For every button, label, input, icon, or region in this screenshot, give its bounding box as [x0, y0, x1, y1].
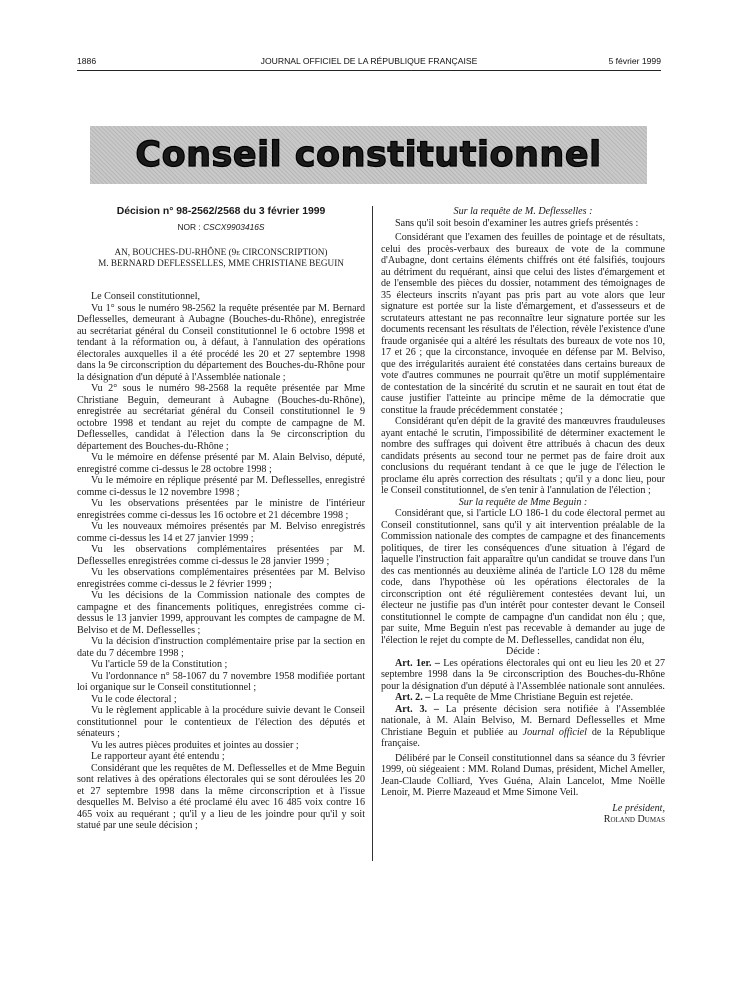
paragraph: Vu les décisions de la Commission nationale des comptes de campagne et des financements politiques, enregistrées comme ci-dessus le 13 janvier 1999, approuvant les comptes de campagne de M. Belviso et de M. Deflesselles ; [77, 590, 365, 636]
article-2-label: Art. 2. – [395, 692, 431, 703]
article-1 [381, 658, 665, 693]
paragraph: Considérant qu'en dépit de la gravité des manœuvres frauduleuses ayant entaché le scrutin, l'impossibilité de déterminer exactement le nombre des suffrages qui doivent être attribués à chacun des deux candidats présents au second tour ne permet pas de faire droit aux conclusions du requérant tendant à ce que le juge de l'élection le proclame élu après correction des résultats ; qu'il y a donc lieu, pour le Conseil constitutionnel, de s'en tenir à l'annulation de l'élection ; [381, 416, 665, 496]
section-banner [90, 126, 647, 184]
page-number: 1886 [77, 56, 97, 66]
paragraph: Vu les observations présentées par le ministre de l'intérieur enregistrées comme ci-dessus les 16 octobre et 21 décembre 1998 ; [77, 498, 365, 521]
nor-code: CSCX9903416S [203, 221, 265, 232]
right-column [381, 206, 665, 826]
paragraph: Considérant que l'examen des feuilles de pointage et de résultats, celui des procès-verbaux des bureaux de vote de la commune d'Aubagne, dont certains éléments chiffrés ont été falsifiés, toujours au détriment du requérant, ainsi que celui des listes d'émargement et de l'ensemble des pièces du dossier, notamment des témoignages de 35 électeurs inscrits n'ayant pas pris part au vote alors que leur signature est portée sur la liste d'émargement, et d'assesseurs et de scrutateurs attestant ne pas reconnaître leur signature portée sur les documents recensant les résultats de l'élection, révèle l'existence d'une fraude organisée qui a altéré les résultats des bureaux de vote nos 10, 17 et 26 ; que la circonstance, invoquée en défense par M. Belviso, que des irrégularités auraient été constatées dans certains bureaux de vote d'autres communes ne pourrait qu'être un motif supplémentaire de contestation de la sincérité du scrutin et ne saurait en tout état de cause justifier l'atteinte au principe même de la démocratie que constitue la fraude précédemment constatée ; [381, 232, 665, 416]
article-2-text: La requête de Mme Christiane Beguin est rejetée. [432, 692, 633, 703]
paragraph: Le rapporteur ayant été entendu ; [91, 751, 225, 762]
article-1-label: Art. 1er. – [395, 657, 440, 669]
journal-title: JOURNAL OFFICIEL DE LA RÉPUBLIQUE FRANÇAISE [260, 56, 478, 66]
decision-subtitle-constituency: AN, BOUCHES-DU-RHÔNE (9e CIRCONSCRIPTION) [114, 247, 328, 257]
article-1-text: Les opérations électorales qui ont eu lieu les 20 et 27 septembre 1998 dans la 9e circonscription des Bouches-du-Rhône pour la désignation d'un député à l'Assemblée nationale sont annulées. [381, 657, 665, 692]
paragraph: Vu les nouveaux mémoires présentés par M. Belviso enregistrés comme ci-dessus les 14 et 27 janvier 1999 ; [77, 521, 365, 544]
paragraph: Vu 2° sous le numéro 98-2568 la requête présentée par Mme Christiane Beguin, demeurant à Aubagne (Bouches-du-Rhône), enregistrée au secrétariat général du Conseil constitutionnel le 9 octobre 1998 et tendant au rejet du compte de campagne de M. Deflesselles, candidat à l'élection dans la 9e circonscription du département des Bouches-du-Rhône ; [77, 383, 365, 452]
article-3 [381, 704, 665, 750]
paragraph: Vu les observations complémentaires présentées par M. Deflesselles enregistrées comme ci-dessus le 28 janvier 1999 ; [77, 544, 365, 567]
article-2 [381, 692, 665, 704]
signature-name: Roland Dumas [603, 814, 665, 825]
page-header [77, 56, 661, 70]
article-3-label: Art. 3. – [395, 703, 439, 715]
paragraph: Vu la décision d'instruction complémentaire prise par la section en date du 7 décembre 1998 ; [77, 636, 365, 659]
paragraph: Le Conseil constitutionnel, [91, 291, 201, 302]
heading-deflesselles: Sur la requête de M. Deflesselles : [453, 206, 593, 217]
deliberation: Délibéré par le Conseil constitutionnel dans sa séance du 3 février 1999, où siégeaient : MM. Roland Dumas, président, Michel Ameller, Jean-Claude Colliard, Yves Guéna, Alain Lancelot, Mme Noëlle Lenoir, M. Pierre Mazeaud et Mme Simone Veil. [381, 752, 665, 798]
paragraph: Vu les observations complémentaires présentées par M. Belviso enregistrées comme ci-dessus le 2 février 1999 ; [77, 567, 365, 590]
paragraph: Vu le mémoire en réplique présenté par M. Deflesselles, enregistré comme ci-dessus le 12 novembre 1998 ; [77, 475, 365, 498]
issue-date: 5 février 1999 [608, 56, 661, 66]
header-rule [77, 70, 661, 71]
nor-label: NOR : [177, 221, 201, 232]
paragraph: Vu l'ordonnance n° 58-1067 du 7 novembre 1958 modifiée portant loi organique sur le Conseil constitutionnel ; [77, 670, 365, 693]
paragraph: Sans qu'il soit besoin d'examiner les autres griefs présentés : [395, 217, 639, 229]
paragraph: Vu le règlement applicable à la procédure suivie devant le Conseil constitutionnel pour le contentieux de l'élection des députés et sénateurs ; [77, 705, 365, 739]
left-column [77, 206, 365, 832]
nor-reference [77, 222, 365, 234]
article-3-text-end: de la République française. [381, 726, 666, 749]
paragraph: Considérant que les requêtes de M. Deflesselles et de Mme Beguin sont relatives à des opérations électorales qui se sont déroulées les 20 et 27 septembre 1998 dans la même circonscription et à l'issue desquelles M. Belviso a été proclamé élu avec 16 485 voix contre 16 465 voix au requérant ; qu'il y a lieu de les joindre pour qu'il y soit statué par une seule décision ; [77, 762, 365, 831]
paragraph: Vu les autres pièces produites et jointes au dossier ; [91, 739, 299, 751]
signature-role: Le président, [612, 802, 665, 814]
paragraph: Vu le code électoral ; [91, 693, 177, 705]
paragraph: Vu le mémoire en défense présenté par M. Alain Belviso, député, enregistré comme ci-dessus le 28 octobre 1998 ; [77, 452, 365, 475]
section-title: Conseil constitutionnel [135, 135, 602, 175]
decide-label: Décide : [506, 646, 540, 657]
paragraph: Vu 1° sous le numéro 98-2562 la requête présentée par M. Bernard Deflesselles, demeurant à Aubagne (Bouches-du-Rhône), enregistrée au secrétariat général du Conseil constitutionnel le 6 octobre 1998 et tendant à la réformation ou, à défaut, à l'annulation des opérations électorales auxquelles il a été procédé les 20 et 27 septembre 1998 dans la 9e circonscription du département des Bouches-du-Rhône pour la désignation d'un député à l'Assemblée nationale ; [77, 302, 365, 383]
paragraph: Considérant que, si l'article LO 186-1 du code électoral permet au Conseil constitutionnel, sans qu'il y ait intervention préalable de la Commission nationale des comptes de campagne et des financements politiques, de tirer les conséquences d'une situation à l'égard de laquelle l'instruction fait apparaître qu'un candidat se trouve dans l'un des cas mentionnés au deuxième alinéa de l'article LO 128 du même code, dans l'hypothèse où les opérations électorales de la circonscription ont été régulièrement contestées devant lui, un électeur ne justifie pas d'un intérêt pour contester devant le Conseil constitutionnel le compte de campagne d'un candidat non élu ; que, par suite, Mme Beguin n'est pas recevable à demander au juge de l'élection le rejet du compte de M. Deflesselles, candidat non élu, [381, 508, 665, 646]
article-3-text: La présente décision sera notifiée à l'Assemblée nationale, à M. Alain Belviso, M. Bernard Deflesselles et Mme Christiane Beguin et publiée au [381, 703, 665, 738]
column-divider [372, 206, 373, 861]
journal-reference: Journal officiel [522, 726, 587, 738]
paragraph: Vu l'article 59 de la Constitution ; [91, 659, 228, 670]
decision-subtitle-parties: M. BERNARD DEFLESSELLES, MME CHRISTIANE BEGUIN [98, 258, 344, 268]
decision-title: Décision n° 98-2562/2568 du 3 février 1999 [116, 206, 326, 217]
heading-beguin: Sur la requête de Mme Beguin : [458, 496, 588, 508]
